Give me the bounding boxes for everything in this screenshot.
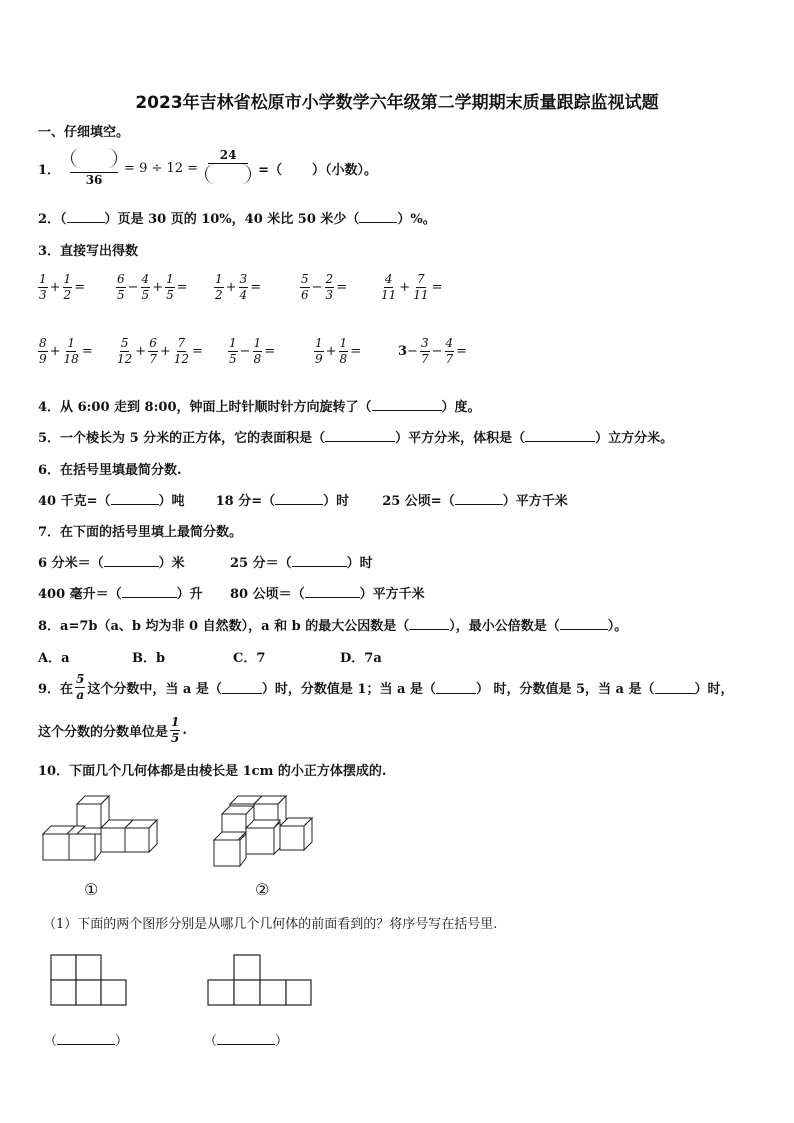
q3-denominator: 7 [420, 352, 429, 366]
q7-c-text: 400 毫升＝（ [38, 587, 122, 602]
question-6-items [38, 490, 568, 509]
q3-fraction [253, 336, 263, 367]
question-8 [38, 615, 627, 634]
q7-d-blank[interactable] [305, 585, 360, 598]
q8-option-c[interactable]: C．7 [233, 651, 266, 666]
q3-operator: + [152, 280, 164, 295]
q3-fraction [38, 272, 48, 303]
answer-a-open: （ [44, 1034, 58, 1049]
q8-option-b[interactable]: B．b [132, 651, 166, 666]
q4-text-2: ）度。 [441, 400, 481, 415]
q3-fraction [380, 272, 397, 303]
q9-text-2: 这个分数中，当 a 是（ [87, 682, 222, 697]
q3-numerator: 6 [117, 272, 125, 286]
q3-operator: = [250, 280, 262, 295]
q3-operator: + [159, 344, 171, 359]
q4-blank[interactable] [372, 398, 442, 411]
q6-a-text: 40 千克=（ [38, 494, 111, 509]
q3-lead-number: 3 [398, 344, 408, 359]
front-view-a [50, 954, 130, 1008]
q3-fraction [148, 336, 158, 367]
q7-b-text: 25 分＝（ [230, 556, 292, 571]
q3-numerator: 1 [67, 336, 75, 350]
q3-operator: + [49, 280, 61, 295]
q3-operator: = [456, 344, 468, 359]
cube-figure-2 [210, 792, 322, 872]
q3-numerator: 5 [301, 272, 309, 286]
q3-operator: + [49, 344, 61, 359]
q3-operator: − [127, 280, 139, 295]
q1-blank-numerator[interactable] [70, 148, 118, 173]
q3-fraction [214, 272, 224, 303]
q3-operator: = [350, 344, 362, 359]
q5-text-1: 5．一个棱长为 5 分米的正方体，它的表面积是（ [38, 431, 326, 446]
q3-denominator: 11 [381, 288, 397, 302]
q3-numerator: 1 [39, 272, 47, 286]
q3-fraction [116, 336, 133, 367]
q3-denominator: 3 [39, 288, 47, 302]
q7-a-unit: ）米 [158, 556, 185, 571]
q3-fraction [116, 272, 126, 303]
q3-numerator: 4 [141, 272, 150, 286]
q3-calc-item [312, 336, 361, 367]
q9-blank-3[interactable] [655, 681, 695, 694]
q9-blank-1[interactable] [222, 681, 262, 694]
q8-option-a[interactable]: A．a [38, 651, 70, 666]
q3-denominator: 5 [141, 288, 150, 302]
answer-b-blank[interactable] [217, 1032, 275, 1045]
q5-text-3: ）立方分米。 [595, 431, 674, 446]
q3-denominator: 9 [39, 352, 47, 366]
q3-denominator: 9 [315, 352, 323, 366]
q3-calc-item [114, 336, 203, 367]
q3-denominator: 12 [173, 352, 190, 366]
q9-fraction-denominator: a [76, 688, 85, 702]
q3-fraction [339, 336, 349, 367]
question-7-row-2 [38, 583, 203, 602]
q2-text-3: ）%。 [397, 212, 436, 227]
q3-fraction [239, 272, 249, 303]
answer-b-open: （ [204, 1034, 218, 1049]
q3-denominator: 18 [63, 352, 79, 366]
answer-a [44, 1030, 128, 1049]
q3-operator: − [407, 344, 418, 359]
q3-fraction [63, 336, 80, 367]
question-1 [38, 148, 377, 188]
q3-fraction [173, 336, 190, 367]
q3-numerator: 6 [149, 336, 157, 350]
q6-a-blank[interactable] [111, 492, 159, 505]
q3-numerator: 1 [315, 336, 323, 350]
question-7-row-2b [230, 583, 425, 602]
q8-option-d[interactable]: D．7a [340, 651, 382, 666]
q3-denominator: 8 [339, 352, 348, 366]
q1-denominator: 36 [85, 173, 103, 187]
q3-numerator: 1 [229, 336, 237, 350]
q3-calc-item [212, 272, 261, 303]
q3-operator: = [192, 344, 203, 359]
q7-d-unit: ）平方千米 [359, 587, 425, 602]
q3-numerator: 4 [384, 272, 393, 286]
q4-text-1: 4．从 6:00 走到 8:00，钟面上时针顺时针方向旋转了（ [38, 400, 372, 415]
q7-d-text: 80 公顷＝（ [230, 587, 305, 602]
q3-calc-item [378, 272, 442, 303]
q3-numerator: 1 [63, 272, 72, 286]
answer-b [204, 1030, 288, 1049]
q9-unit-fraction [170, 715, 180, 746]
q3-denominator: 6 [301, 288, 309, 302]
cube-figure-1 [40, 792, 165, 864]
q3-denominator: 3 [325, 288, 334, 302]
q3-calc-item [36, 272, 85, 303]
q3-calc-item [398, 336, 467, 367]
q3-numerator: 8 [39, 336, 47, 350]
question-7-label: 7．在下面的括号里填上最简分数。 [38, 525, 243, 540]
q2-blank-1[interactable] [67, 210, 105, 223]
q3-operator: = [81, 344, 93, 359]
q1-blank-denominator[interactable] [204, 164, 252, 188]
question-10-label: 10．下面几个几何体都是由棱长是 1cm 的小正方体摆成的. [38, 764, 387, 779]
question-6-label: 6．在括号里填最简分数. [38, 463, 182, 478]
q3-calc-item [114, 272, 188, 303]
q3-denominator: 5 [166, 288, 174, 302]
q3-denominator: 11 [413, 288, 429, 302]
q7-a-blank[interactable] [104, 554, 159, 567]
q3-operator: − [239, 344, 251, 359]
q8-blank-2[interactable] [560, 617, 608, 630]
q2-text-1: 2．（ [38, 212, 67, 227]
q7-c-blank[interactable] [122, 585, 177, 598]
answer-a-blank[interactable] [57, 1032, 115, 1045]
q3-denominator: 7 [149, 352, 157, 366]
q3-numerator: 7 [177, 336, 186, 350]
q1-tail: ）（小数）。 [311, 162, 377, 178]
q9-text-3: ）时，分数值是 1；当 a 是（ [261, 682, 436, 697]
question-2 [38, 208, 436, 227]
q3-fraction [228, 336, 238, 367]
q1-equation: = 9 ÷ 12 = [124, 160, 199, 176]
q3-numerator: 7 [417, 272, 425, 286]
q6-c-unit: ）平方千米 [502, 494, 568, 509]
q2-blank-2[interactable] [359, 210, 397, 223]
q6-a-unit: ）吨 [158, 494, 185, 509]
q9-unit-denominator: 5 [171, 731, 180, 745]
q2-text-2: ）页是 30 页的 10%，40 米比 50 米少（ [104, 212, 360, 227]
q1-fraction-1 [70, 148, 118, 188]
q8-blank-1[interactable] [409, 617, 449, 630]
q3-numerator: 1 [166, 272, 174, 286]
q3-numerator: 1 [253, 336, 262, 350]
q3-fraction [420, 336, 430, 367]
q3-fraction [165, 272, 175, 303]
q6-b-text: 18 分=（ [215, 494, 276, 509]
question-7-row-1 [38, 552, 185, 571]
q8-text-1: 8．a=7b（a、b 均为非 0 自然数），a 和 b 的最大公因数是（ [38, 619, 410, 634]
q3-numerator: 3 [420, 336, 429, 350]
q3-operator: − [311, 280, 323, 295]
q3-operator: + [399, 280, 411, 295]
q9-text-5: ）时， [694, 682, 734, 697]
q3-denominator: 12 [117, 352, 133, 366]
figure-1-label: ① [84, 880, 99, 899]
q3-operator: = [431, 280, 443, 295]
sub-question-1: （1）下面的两个图形分别是从哪几个几何体的前面看到的？将序号写在括号里. [43, 917, 498, 932]
q1-eq2: =（ [258, 162, 282, 178]
q3-operator: − [431, 344, 443, 359]
q3-operator: + [225, 280, 237, 295]
q9-line2-end: . [182, 723, 187, 738]
q9-blank-2[interactable] [436, 681, 476, 694]
q1-fraction-2 [204, 148, 252, 188]
q3-denominator: 5 [229, 352, 237, 366]
question-9-line-2 [38, 715, 187, 746]
q3-operator: + [135, 344, 147, 359]
question-3-label: 3．直接写出得数 [38, 244, 139, 259]
q3-denominator: 5 [117, 288, 125, 302]
q1-numerator: 24 [208, 148, 249, 164]
q8-text-3: ）。 [607, 619, 628, 634]
q3-numerator: 3 [239, 272, 248, 286]
q3-fraction [63, 272, 73, 303]
q3-fraction [300, 272, 310, 303]
q3-operator: = [336, 280, 348, 295]
q5-blank-2[interactable] [525, 429, 595, 442]
q9-text-4: ） 时，分数值是 5，当 a 是（ [475, 682, 655, 697]
q7-c-unit: ）升 [176, 587, 203, 602]
q7-b-unit: ）时 [346, 556, 373, 571]
q3-numerator: 5 [120, 336, 129, 350]
question-4 [38, 396, 481, 415]
q8-text-2: ），最小公倍数是（ [449, 619, 560, 634]
q6-c-text: 25 公顷=（ [382, 494, 455, 509]
q9-fraction [75, 672, 85, 703]
question-5 [38, 427, 673, 446]
q3-calc-item [226, 336, 275, 367]
q3-denominator: 2 [215, 288, 223, 302]
section-heading: 一、仔细填空。 [38, 125, 130, 140]
q3-denominator: 2 [63, 288, 72, 302]
q3-operator: = [74, 280, 86, 295]
q3-calc-item [298, 272, 347, 303]
q9-fraction-numerator: 5 [76, 672, 85, 686]
q3-fraction [314, 336, 324, 367]
question-9 [38, 672, 734, 703]
q9-text-1: 9．在 [38, 682, 74, 697]
q3-calc-item [36, 336, 93, 367]
q3-denominator: 8 [253, 352, 262, 366]
question-7-row-1b [230, 552, 373, 571]
q3-denominator: 4 [239, 288, 248, 302]
q3-numerator: 1 [339, 336, 348, 350]
q3-fraction [38, 336, 48, 367]
q3-operator: = [176, 280, 188, 295]
q3-numerator: 4 [445, 336, 454, 350]
figure-2-label: ② [255, 880, 270, 899]
q6-b-blank[interactable] [275, 492, 323, 505]
q3-numerator: 2 [325, 272, 334, 286]
q7-a-text: 6 分米＝（ [38, 556, 104, 571]
answer-b-close: ） [275, 1034, 289, 1049]
q9-unit-numerator: 1 [171, 715, 180, 729]
q3-fraction [325, 272, 335, 303]
q3-fraction [141, 272, 151, 303]
front-view-b [207, 954, 313, 1008]
q3-denominator: 7 [445, 352, 454, 366]
q3-fraction [445, 336, 455, 367]
q3-operator: + [325, 344, 337, 359]
q3-numerator: 1 [215, 272, 223, 286]
answer-a-close: ） [115, 1034, 129, 1049]
q9-line2-text: 这个分数的分数单位是 [38, 725, 169, 740]
q3-fraction [412, 272, 429, 303]
q6-b-unit: ）时 [323, 494, 350, 509]
q7-b-blank[interactable] [292, 554, 347, 567]
q5-text-2: ）平方分米，体积是（ [395, 431, 526, 446]
q5-blank-1[interactable] [325, 429, 395, 442]
page-title: 2023年吉林省松原市小学数学六年级第二学期期末质量跟踪监视试题 [135, 93, 659, 113]
q3-operator: = [264, 344, 276, 359]
q6-c-blank[interactable] [455, 492, 503, 505]
q1-number: 1． [38, 162, 61, 178]
